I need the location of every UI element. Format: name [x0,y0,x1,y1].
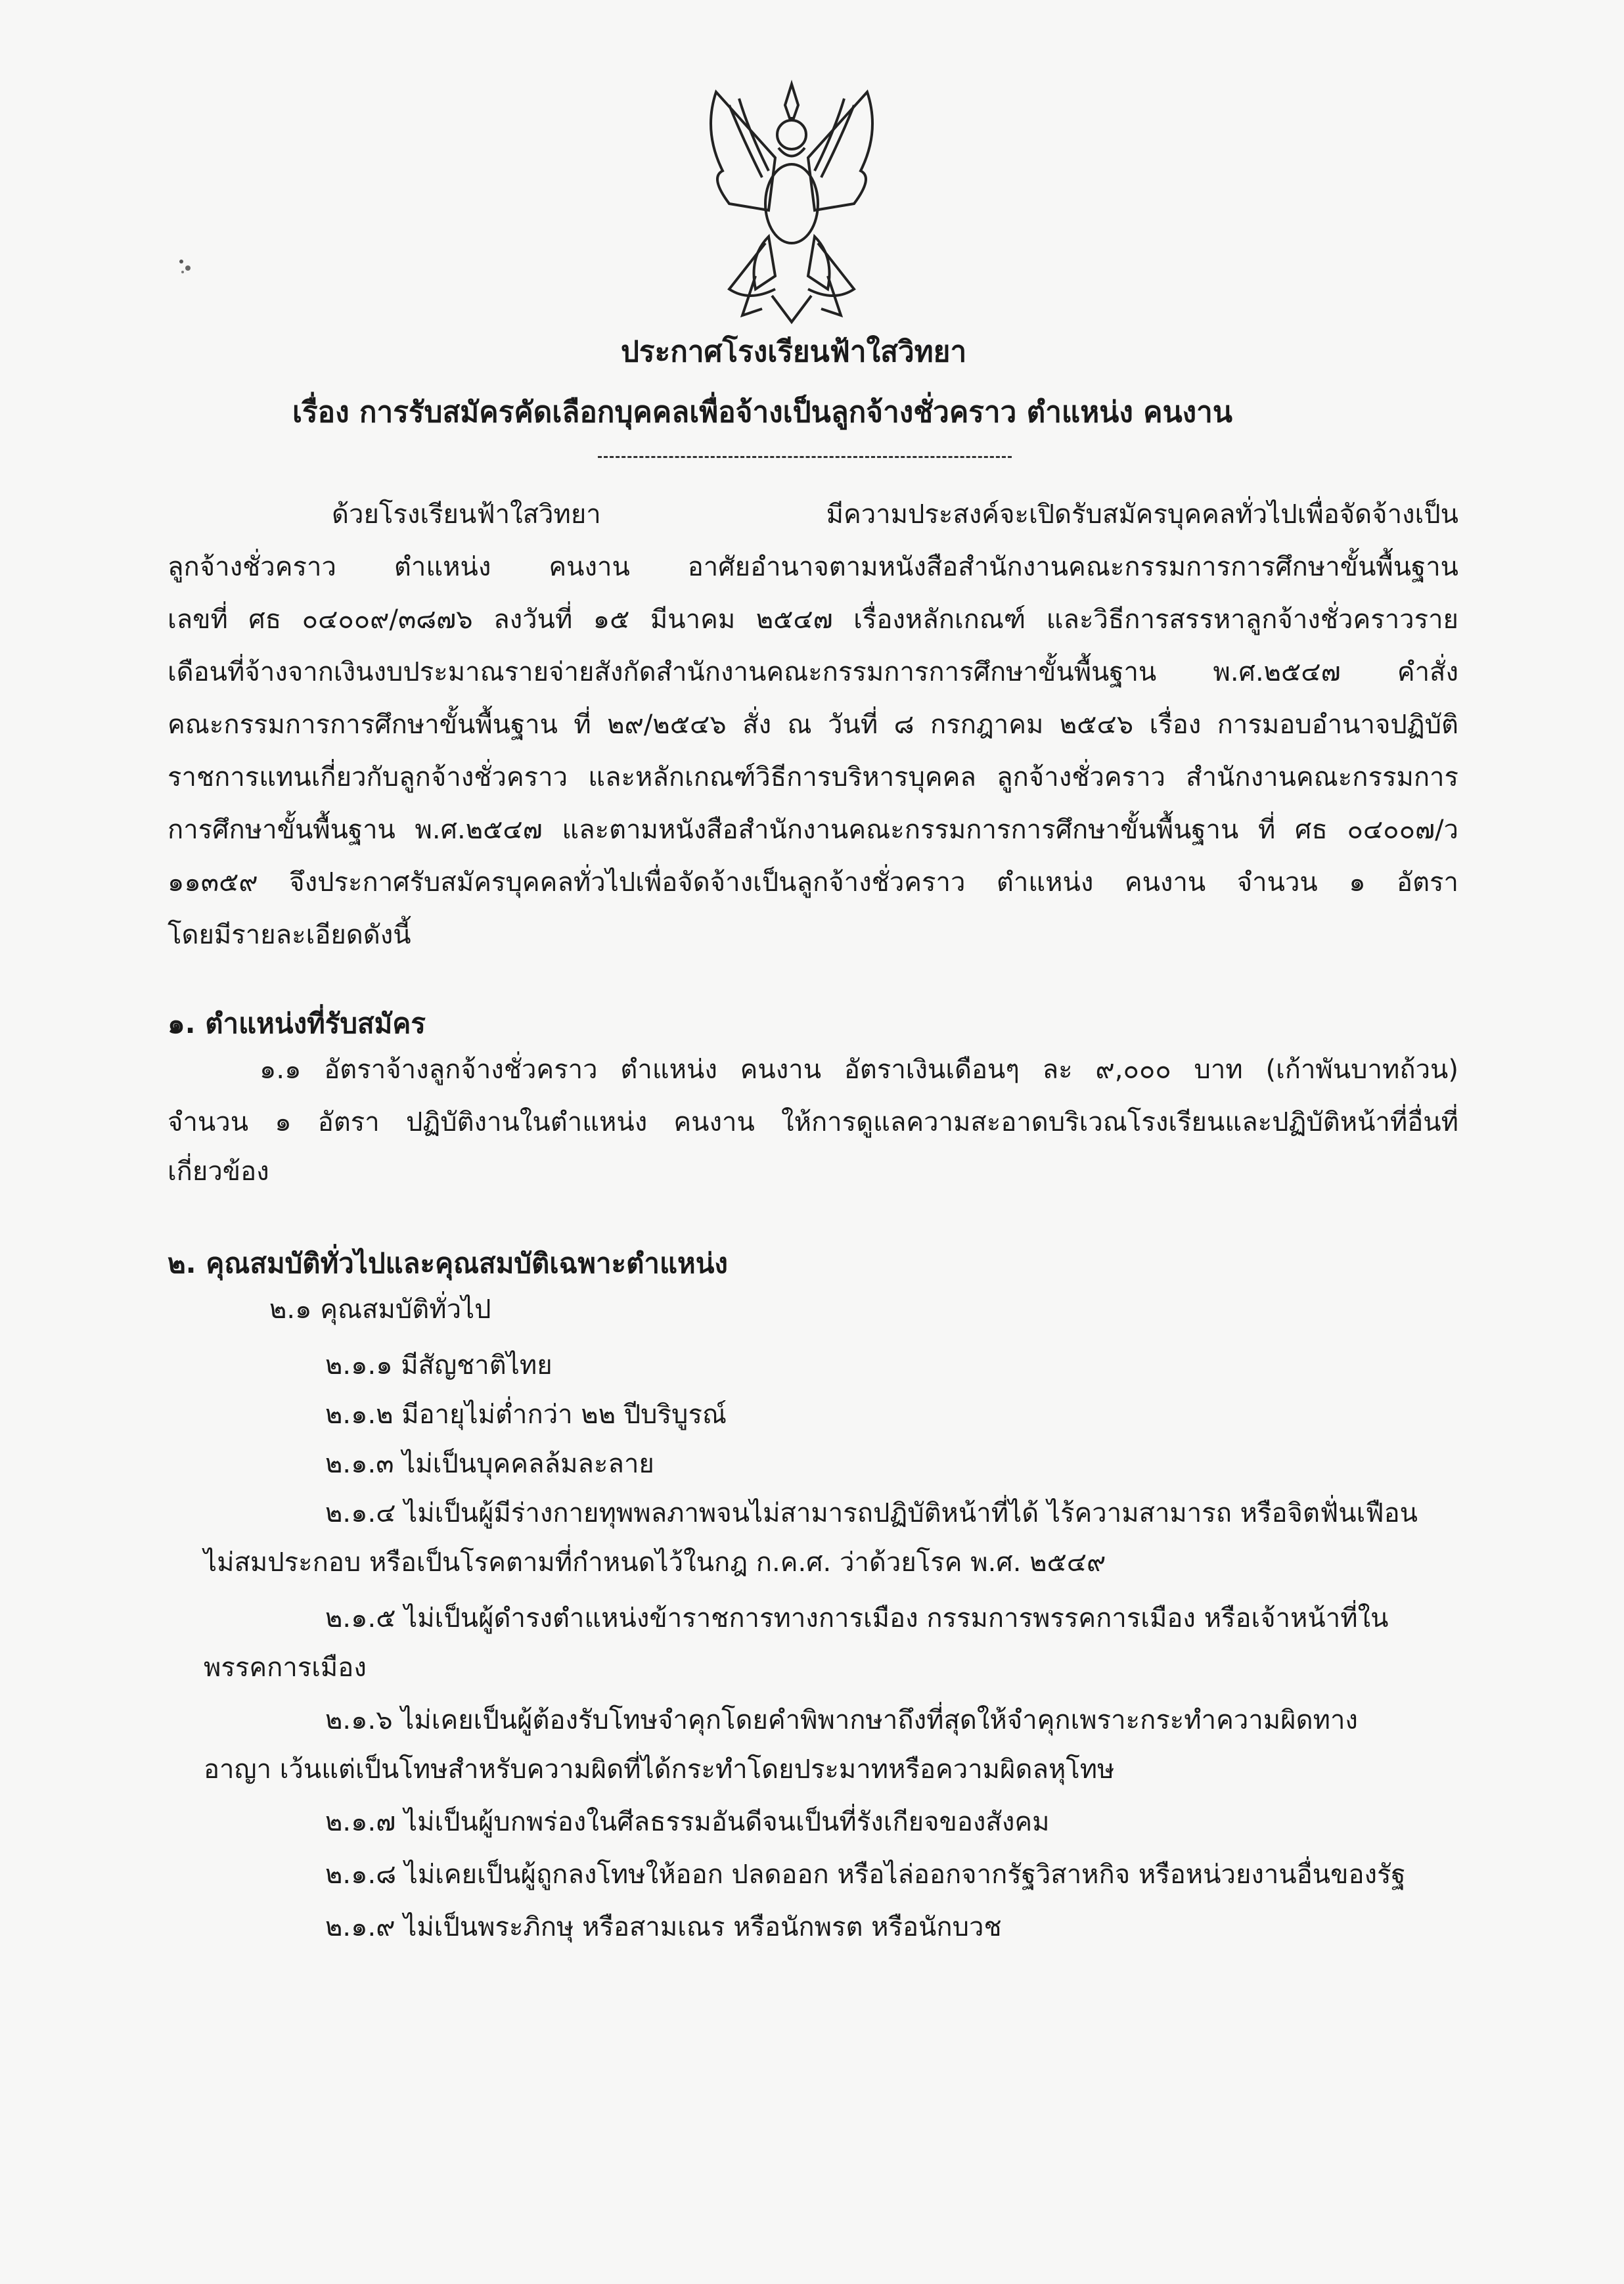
scan-speck-icon [176,256,194,276]
qual-2-1-8: ๒.๑.๘ ไม่เคยเป็นผู้ถูกลงโทษให้ออก ปลดออก หรือไล่ออกจากรัฐวิสาหกิจ หรือหน่วยงานอื่นของรัฐ [325,1860,1406,1890]
qual-2-1-7: ๒.๑.๗ ไม่เป็นผู้บกพร่องในศีลธรรมอันดีจนเป็นที่รังเกียจของสังคม [325,1807,1050,1837]
qual-2-1-6: ๒.๑.๖ ไม่เคยเป็นผู้ต้องรับโทษจำคุกโดยคำพิพากษาถึงที่สุดให้จำคุกเพราะกระทำความผิดทาง [325,1705,1358,1735]
section-2-sub: ๒.๑ คุณสมบัติทั่วไป [269,1294,491,1325]
section-1-line-2: จำนวน ๑ อัตรา ปฏิบัติงานในตำแหน่ง คนงาน ให้การดูแลความสะอาดบริเวณโรงเรียนและปฏิบัติหน้าที่อื่นที่ [168,1107,1458,1137]
garuda-emblem-icon [690,79,893,329]
intro-line-6: ราชการแทนเกี่ยวกับลูกจ้างชั่วคราว และหลักเกณฑ์วิธีการบริหารบุคคล ลูกจ้างชั่วคราว สำนักงานคณะกรรมการ [168,762,1458,792]
section-1-heading: ๑. ตำแหน่งที่รับสมัคร [168,1007,426,1039]
title-divider [598,456,1012,458]
section-2-heading: ๒. คุณสมบัติทั่วไปและคุณสมบัติเฉพาะตำแหน่ง [168,1247,728,1279]
document-title: ประกาศโรงเรียนฟ้าใสวิทยา [621,335,967,369]
qual-2-1-6-cont: อาญา เว้นแต่เป็นโทษสำหรับความผิดที่ได้กระทำโดยประมาทหรือความผิดลหุโทษ [204,1754,1115,1785]
document-subject: เรื่อง การรับสมัครคัดเลือกบุคคลเพื่อจ้างเป็นลูกจ้างชั่วคราว ตำแหน่ง คนงาน [292,396,1232,429]
section-1-line-3: เกี่ยวข้อง [168,1156,269,1187]
qual-2-1-5: ๒.๑.๕ ไม่เป็นผู้ดำรงตำแหน่งข้าราชการทางการเมือง กรรมการพรรคการเมือง หรือเจ้าหน้าที่ใน [325,1603,1389,1633]
intro-line-5: คณะกรรมการการศึกษาขั้นพื้นฐาน ที่ ๒๙/๒๕๔๖ สั่ง ณ วันที่ ๘ กรกฎาคม ๒๕๔๖ เรื่อง การมอบอำนาจปฏิบัติ [168,710,1458,740]
intro-line-1: ด้วยโรงเรียนฟ้าใสวิทยา มีความประสงค์จะเปิดรับสมัครบุคคลทั่วไปเพื่อจัดจ้างเป็น [332,499,1458,530]
qual-2-1-2: ๒.๑.๒ มีอายุไม่ต่ำกว่า ๒๒ ปีบริบูรณ์ [325,1400,727,1430]
intro-line-8: ๑๑๓๕๙ จึงประกาศรับสมัครบุคคลทั่วไปเพื่อจัดจ้างเป็นลูกจ้างชั่วคราว ตำแหน่ง คนงาน จำนวน ๑ อัตรา [168,867,1459,898]
qual-2-1-3: ๒.๑.๓ ไม่เป็นบุคคลล้มละลาย [325,1449,654,1479]
intro-line-2: ลูกจ้างชั่วคราว ตำแหน่ง คนงาน อาศัยอำนาจตามหนังสือสำนักงานคณะกรรมการการศึกษาขั้นพื้นฐาน [168,552,1458,582]
qual-2-1-1: ๒.๑.๑ มีสัญชาติไทย [325,1350,553,1381]
section-1-line-1: ๑.๑ อัตราจ้างลูกจ้างชั่วคราว ตำแหน่ง คนงาน อัตราเงินเดือนๆ ละ ๙,๐๐๐ บาท (เก้าพันบาทถ้วน) [259,1055,1458,1085]
qual-2-1-4: ๒.๑.๔ ไม่เป็นผู้มีร่างกายทุพพลภาพจนไม่สามารถปฏิบัติหน้าที่ได้ ไร้ความสามารถ หรือจิตฟั่นเฟือน [325,1498,1418,1528]
qual-2-1-4-cont: ไม่สมประกอบ หรือเป็นโรคตามที่กำหนดไว้ในกฎ ก.ค.ศ. ว่าด้วยโรค พ.ศ. ๒๕๔๙ [204,1547,1106,1578]
intro-line-7: การศึกษาขั้นพื้นฐาน พ.ศ.๒๕๔๗ และตามหนังสือสำนักงานคณะกรรมการการศึกษาขั้นพื้นฐาน ที่ ศธ ๐๔๐๐๗/ว [168,815,1458,845]
intro-line-4: เดือนที่จ้างจากเงินงบประมาณรายจ่ายสังกัดสำนักงานคณะกรรมการการศึกษาขั้นพื้นฐาน พ.ศ.๒๕๔๗ คำสั่ง [168,657,1458,687]
qual-2-1-9: ๒.๑.๙ ไม่เป็นพระภิกษุ หรือสามเณร หรือนักพรต หรือนักบวช [325,1912,1002,1942]
qual-2-1-5-cont: พรรคการเมือง [204,1653,367,1683]
intro-line-9: โดยมีรายละเอียดดังนี้ [168,920,411,950]
intro-line-3: เลขที่ ศธ ๐๔๐๐๙/๓๘๗๖ ลงวันที่ ๑๕ มีนาคม ๒๕๔๗ เรื่องหลักเกณฑ์ และวิธีการสรรหาลูกจ้างชั่วคราวราย [168,605,1458,635]
